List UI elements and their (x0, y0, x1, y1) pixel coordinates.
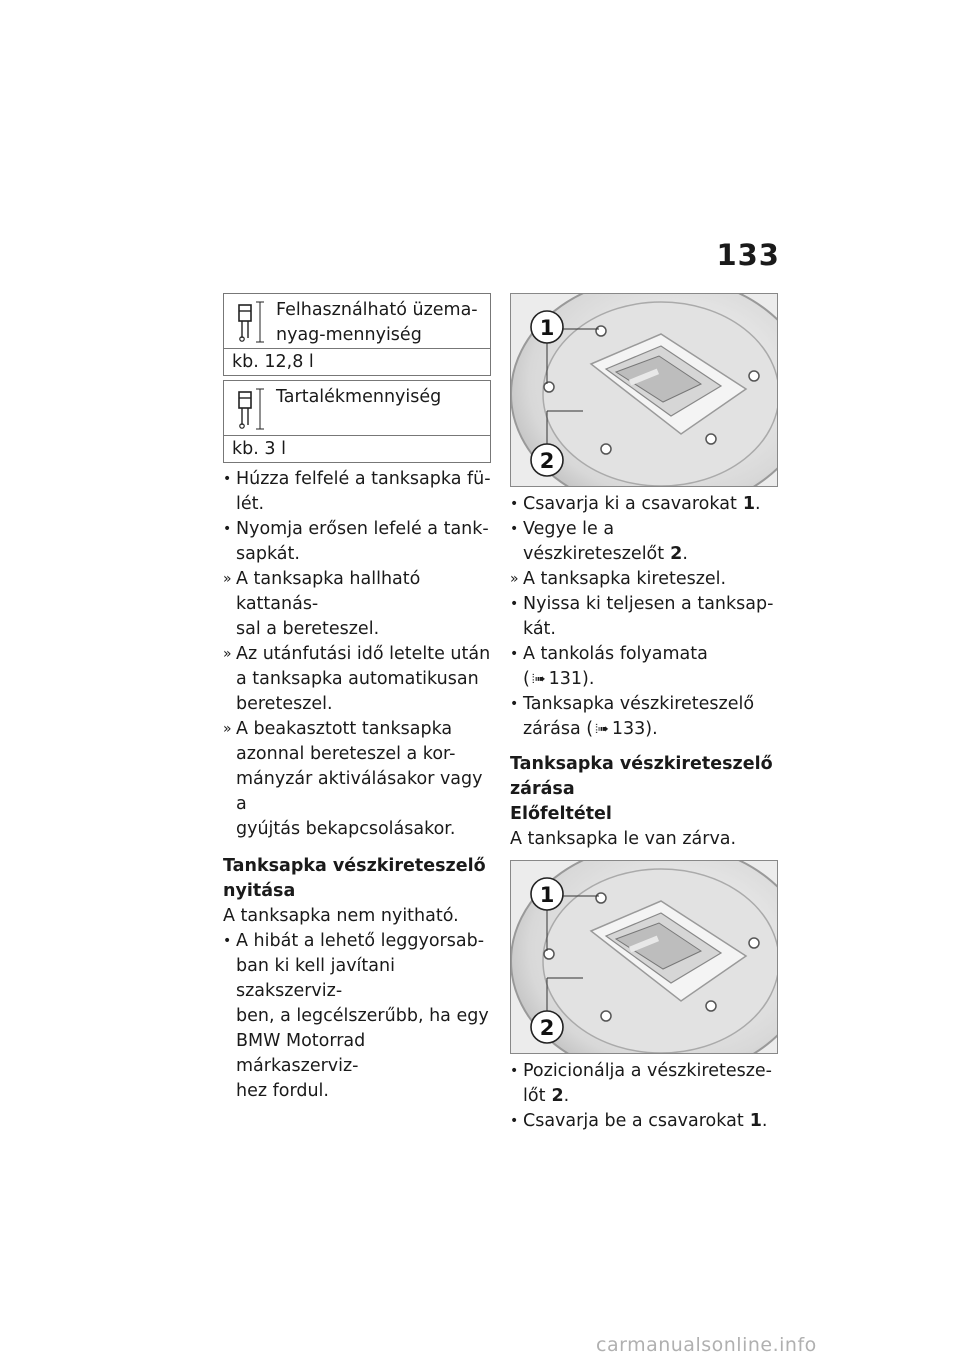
callout-2: 2 (539, 449, 555, 473)
list-item: • A hibát a lehető leggyorsab- ban ki kell javítani szakszerviz- ben, a legcélszerűbb, ha egy BMW Motorrad márkaszerviz- hez fordul. (223, 931, 489, 1101)
list-item: • A tankolás folyamata ( ⦙➠ 131). (510, 642, 780, 692)
instruction-list (510, 1059, 780, 1134)
spec-box-usable-fuel (223, 293, 491, 376)
fuel-cap-illustration (511, 861, 777, 1053)
list-item: • Húzza felfelé a tanksapka fü- lét. (223, 469, 491, 514)
instruction-list (223, 467, 491, 842)
fuel-pump-icon (230, 383, 266, 433)
bullet-mark: • (223, 471, 232, 487)
left-column (223, 293, 491, 1104)
fuel-cap-figure-1 (510, 293, 778, 487)
list-item: • Nyomja erősen lefelé a tank- sapkát. (223, 519, 489, 564)
instruction-list (510, 492, 780, 742)
section-heading: Tanksapka vészkireteszelő nyitása (223, 856, 486, 901)
list-item: • Pozicionálja a vészkiretesze- lőt 2. (510, 1061, 772, 1106)
bullet-mark: • (510, 1063, 519, 1079)
callout-2: 2 (539, 1016, 555, 1040)
page-reference-arrow-icon: ⦙➠ (531, 672, 546, 687)
page-reference[interactable]: 133 (611, 719, 646, 739)
paragraph: A tanksapka nem nyitható. (223, 906, 459, 926)
spec-title-line: nyag-mennyiség (276, 325, 422, 345)
result-mark: » (223, 721, 232, 737)
list-item: • Nyissa ki teljesen a tanksap- kát. (510, 594, 774, 639)
spec-title-line: Tartalékmennyiség (276, 387, 442, 407)
callout-1: 1 (539, 316, 555, 340)
list-item: » A beakasztott tanksapka azonnal bereteszel a kor- mányzár aktiválásakor vagy a gyújtás bekapcsolásakor. (223, 719, 483, 839)
result-mark: » (223, 646, 232, 662)
list-item: » A tanksapka hallható kattanás- sal a bereteszel. (223, 569, 421, 639)
result-mark: » (510, 571, 519, 587)
bullet-mark: • (510, 521, 519, 537)
subheading: Előfeltétel (510, 804, 612, 824)
page-reference[interactable]: 131 (548, 669, 583, 689)
bullet-mark: • (510, 696, 519, 712)
reference-number: 2 (551, 1086, 564, 1106)
right-column (510, 293, 780, 1134)
watermark: carmanualsonline.info (596, 1334, 817, 1356)
bullet-mark: • (510, 496, 519, 512)
bullet-mark: • (223, 521, 232, 537)
reference-number: 1 (749, 1111, 762, 1131)
instruction-list (223, 929, 491, 1104)
result-mark: » (223, 571, 232, 587)
list-item: • Tanksapka vészkireteszelő zárása ( ⦙➠ 133). (510, 692, 780, 742)
callout-1: 1 (539, 883, 555, 907)
spec-value: kb. 12,8 l (224, 348, 490, 375)
list-item: • Vegye le a vészkireteszelőt 2. (510, 519, 688, 564)
fuel-cap-figure-2 (510, 860, 778, 1054)
list-item: » Az utánfutási idő letelte után a tanksapka automatikusan bereteszel. (223, 644, 491, 714)
list-item: • Csavarja be a csavarokat 1. (510, 1109, 780, 1134)
spec-box-reserve (223, 380, 491, 463)
bullet-mark: • (510, 596, 519, 612)
section-heading: Tanksapka vészkireteszelő zárása (510, 754, 773, 799)
list-item: • Csavarja ki a csavarokat 1. (510, 492, 780, 517)
reference-number: 2 (670, 544, 683, 564)
paragraph: A tanksapka le van zárva. (510, 829, 737, 849)
spec-title-line: Felhasználható üzema- (276, 300, 478, 320)
page-number: 133 (716, 238, 780, 272)
bullet-mark: • (510, 1113, 519, 1129)
page-reference-arrow-icon: ⦙➠ (595, 722, 609, 737)
reference-number: 1 (742, 494, 755, 514)
list-item: » A tanksapka kireteszel. (510, 567, 780, 592)
fuel-pump-icon (230, 296, 266, 346)
bullet-mark: • (223, 933, 232, 949)
spec-value: kb. 3 l (224, 435, 490, 462)
bullet-mark: • (510, 646, 519, 662)
fuel-cap-illustration (511, 294, 777, 486)
